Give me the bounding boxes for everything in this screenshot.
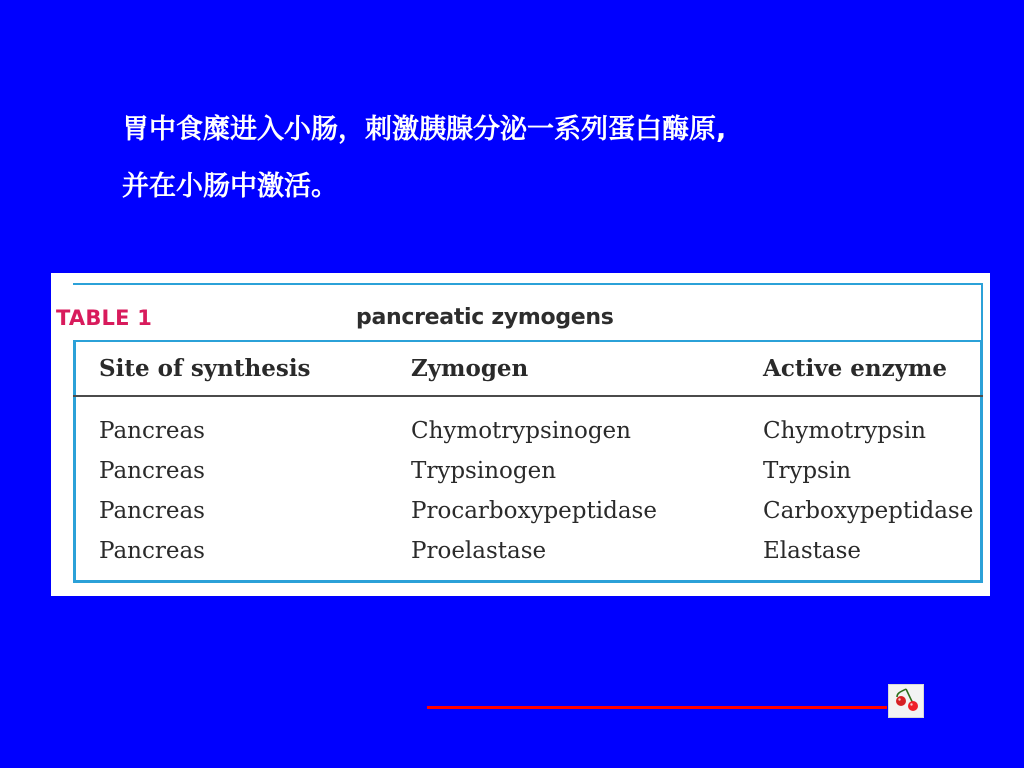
zymogen-cell: Trypsinogen [411, 458, 557, 484]
site-cell: Pancreas [99, 418, 205, 444]
header-active-enzyme: Active enzyme [763, 355, 947, 382]
zymogen-cell: Proelastase [411, 538, 547, 564]
site-cell: Pancreas [99, 498, 205, 524]
active-enzyme-cell: Trypsin [763, 458, 852, 484]
intro-line-1: 胃中食糜进入小肠，刺激胰腺分泌一系列蛋白酶原, [122, 114, 727, 145]
intro-line-2: 并在小肠中激活。 [122, 171, 338, 202]
table-label: TABLE 1 [56, 306, 153, 330]
active-enzyme-cell: Carboxypeptidase [763, 498, 974, 524]
header-divider [73, 395, 983, 397]
pancreatic-zymogen-table [51, 273, 990, 596]
active-enzyme-cell: Chymotrypsin [763, 418, 926, 444]
table-header-row [99, 355, 979, 389]
cherry-link-icon[interactable] [888, 684, 924, 718]
zymogen-cell: Procarboxypeptidase [411, 498, 657, 524]
table-title: pancreatic zymogens [356, 305, 614, 330]
navigation-line [427, 706, 887, 709]
active-enzyme-cell: Elastase [763, 538, 862, 564]
site-cell: Pancreas [99, 458, 205, 484]
slide-intro-text [122, 112, 912, 226]
site-cell: Pancreas [99, 538, 205, 564]
header-site-of-synthesis: Site of synthesis [99, 355, 311, 382]
zymogen-cell: Chymotrypsinogen [411, 418, 631, 444]
header-zymogen: Zymogen [411, 355, 529, 382]
